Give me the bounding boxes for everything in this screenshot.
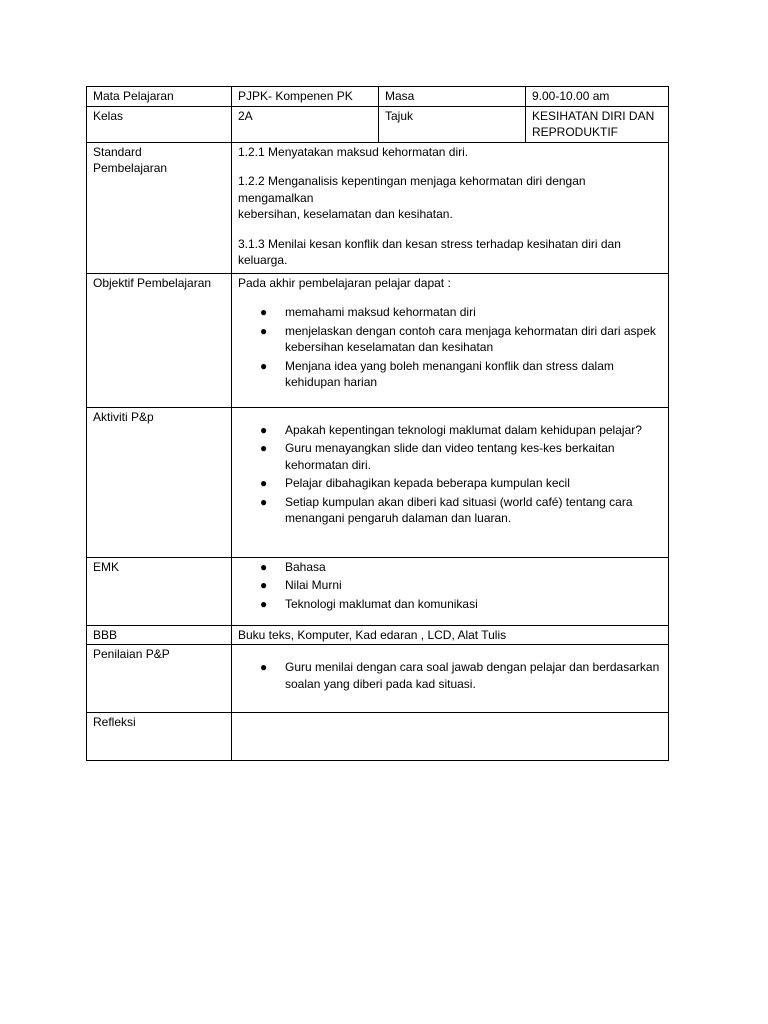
bbb-value: Buku teks, Komputer, Kad edaran , LCD, Alat Tulis bbox=[232, 625, 669, 645]
objektif-list bbox=[238, 304, 662, 391]
bullet-icon: ● bbox=[260, 596, 268, 611]
aktiviti-content bbox=[232, 407, 669, 557]
masa-value: 9.00-10.00 am bbox=[526, 87, 669, 107]
aktiviti-label: Aktiviti P&p bbox=[87, 407, 232, 557]
bullet-icon: ● bbox=[260, 441, 268, 455]
tajuk-value: KESIHATAN DIRI DAN REPRODUKTIF bbox=[526, 106, 669, 142]
row-emk bbox=[87, 557, 669, 625]
standard-item-2: 1.2.2 Menganalisis kepentingan menjaga kehormatan diri dengan mengamalkan bbox=[238, 174, 586, 205]
row-kelas bbox=[87, 106, 669, 142]
refleksi-label: Refleksi bbox=[87, 713, 232, 761]
bullet-icon: ● bbox=[260, 559, 268, 574]
list-item: ● menjelaskan dengan contoh cara menjaga kehormatan diri dari aspek kebersihan keselamatan dan kesihatan bbox=[260, 323, 656, 354]
emk-label: EMK bbox=[87, 557, 232, 625]
row-aktiviti bbox=[87, 407, 669, 557]
standard-item-3: 3.1.3 Menilai kesan konflik dan kesan stress terhadap kesihatan diri dan keluarga. bbox=[238, 236, 621, 267]
row-refleksi bbox=[87, 713, 669, 761]
list-item: ● Setiap kumpulan akan diberi kad situasi (world café) tentang cara menangani pengaruh dalaman dan luaran. bbox=[260, 494, 633, 525]
lesson-plan-table bbox=[86, 86, 669, 761]
masa-label: Masa bbox=[379, 87, 526, 107]
objektif-intro: Pada akhir pembelajaran pelajar dapat : bbox=[238, 275, 451, 290]
standard-item-2b: kebersihan, keselamatan dan kesihatan. bbox=[238, 207, 453, 221]
bullet-icon: ● bbox=[260, 476, 268, 490]
penilaian-label: Penilaian P&P bbox=[87, 645, 232, 713]
standard-label-text: Standard Pembelajaran bbox=[93, 144, 168, 175]
list-item: ● Bahasa bbox=[260, 559, 326, 574]
row-standard bbox=[87, 142, 669, 273]
row-mata-pelajaran bbox=[87, 87, 669, 107]
list-item: ● memahami maksud kehormatan diri bbox=[260, 305, 476, 319]
list-item: ● Menjana idea yang boleh menangani konflik dan stress dalam kehidupan harian bbox=[260, 358, 614, 389]
penilaian-list bbox=[238, 659, 662, 692]
kelas-value: 2A bbox=[232, 106, 379, 142]
list-item: ● Apakah kepentingan teknologi maklumat dalam kehidupan pelajar? bbox=[260, 422, 642, 437]
tajuk-label: Tajuk bbox=[379, 106, 526, 142]
list-item: ● Teknologi maklumat dan komunikasi bbox=[260, 596, 478, 611]
bullet-icon: ● bbox=[260, 660, 268, 674]
kelas-label: Kelas bbox=[87, 106, 232, 142]
bbb-label: BBB bbox=[87, 625, 232, 645]
standard-content bbox=[232, 142, 669, 273]
bullet-icon: ● bbox=[260, 323, 268, 338]
list-item: ● Guru menilai dengan cara soal jawab dengan pelajar dan berdasarkan soalan yang diberi pada kad situasi. bbox=[260, 660, 660, 691]
row-bbb bbox=[87, 625, 669, 645]
bullet-icon: ● bbox=[260, 358, 268, 373]
refleksi-value bbox=[232, 713, 669, 761]
emk-list bbox=[238, 559, 662, 613]
penilaian-content bbox=[232, 645, 669, 713]
emk-content bbox=[232, 557, 669, 625]
objektif-content bbox=[232, 273, 669, 407]
list-item: ● Nilai Murni bbox=[260, 578, 342, 592]
objektif-label: Objektif Pembelajaran bbox=[87, 273, 232, 407]
row-objektif bbox=[87, 273, 669, 407]
standard-label bbox=[87, 142, 232, 273]
standard-item-1: 1.2.1 Menyatakan maksud kehormatan diri. bbox=[238, 144, 469, 159]
bullet-icon: ● bbox=[260, 422, 268, 437]
mata-pelajaran-label: Mata Pelajaran bbox=[87, 87, 232, 107]
list-item: ● Pelajar dibahagikan kepada beberapa kumpulan kecil bbox=[260, 476, 570, 490]
mata-pelajaran-value: PJPK- Kompenen PK bbox=[232, 87, 379, 107]
bullet-icon: ● bbox=[260, 305, 268, 319]
bullet-icon: ● bbox=[260, 494, 268, 509]
row-penilaian bbox=[87, 645, 669, 713]
aktiviti-list bbox=[238, 422, 662, 527]
bullet-icon: ● bbox=[260, 578, 268, 592]
list-item: ● Guru menayangkan slide dan video tentang kes-kes berkaitan kehormatan diri. bbox=[260, 441, 615, 472]
lesson-plan-page bbox=[86, 86, 668, 761]
